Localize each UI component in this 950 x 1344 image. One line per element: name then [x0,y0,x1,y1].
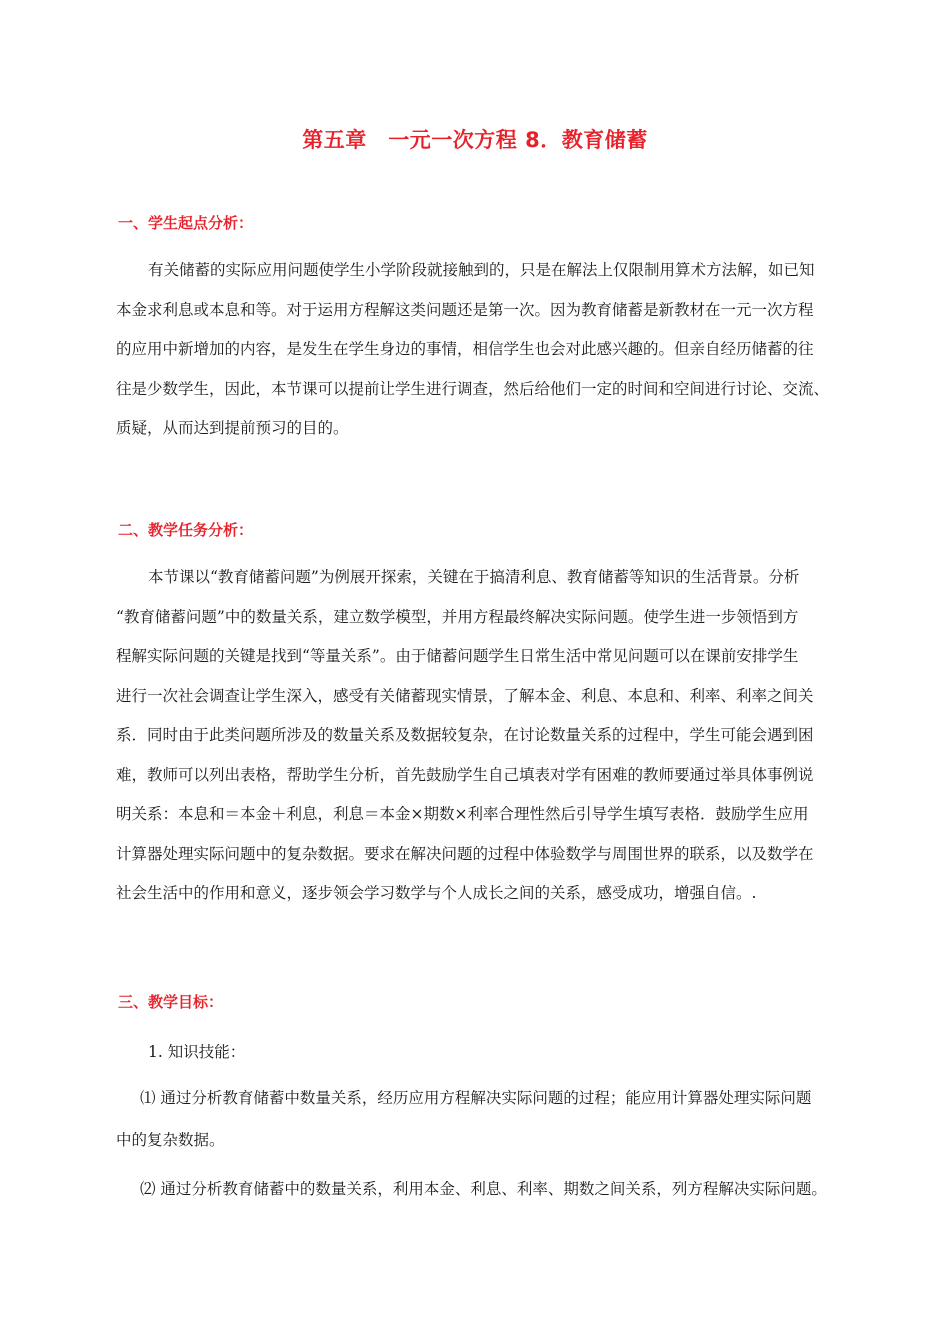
section-body-task-analysis [116,558,881,914]
section-heading-teaching-goals: 三、教学目标： [118,993,224,1011]
paragraph-line: 难，教师可以列出表格，帮助学生分析，首先鼓励学生自己填表对学有困难的教师要通过举具体事例说 [116,765,814,784]
section-heading-task-analysis: 二、教学任务分析： [118,521,254,539]
goal-item-2-line-1: ⑵ 通过分析教育储蓄中的数量关系，利用本金、利息、利率、期数之间关系，列方程解决实际问题。 [140,1180,827,1198]
subheading-knowledge-skills: 1. 知识技能： [148,1043,246,1061]
paragraph-line: 本金求利息或本息和等。对于运用方程解这类问题还是第一次。因为教育储蓄是新教材在一元一次方程 [116,300,814,319]
section-heading-student-analysis: 一、学生起点分析： [118,214,254,232]
paragraph-line: 往是少数学生，因此，本节课可以提前让学生进行调查，然后给他们一定的时间和空间进行讨论、交流、 [116,379,830,398]
paragraph-line: 社会生活中的作用和意义，逐步领会学习数学与个人成长之间的关系，感受成功，增强自信。. [116,884,757,902]
paragraph-line: 质疑，从而达到提前预习的目的。 [116,419,349,437]
document-title: 第五章 一元一次方程 8．教育储蓄 [302,128,648,152]
paragraph-line: 进行一次社会调查让学生深入，感受有关储蓄现实情景，了解本金、利息、本息和、利率、利率之间关 [116,686,814,705]
goal-item-1-line-2: 中的复杂数据。 [116,1131,225,1149]
paragraph-line: 本节课以“教育储蓄问题”为例展开探索，关键在于搞清利息、教育储蓄等知识的生活背景。分析 [148,568,800,586]
paragraph-line: 系．同时由于此类问题所涉及的数量关系及数据较复杂，在讨论数量关系的过程中，学生可能会遇到困 [116,726,814,744]
paragraph-line: “教育储蓄问题”中的数量关系，建立数学模型，并用方程最终解决实际问题。使学生进一步领悟到方 [116,607,799,626]
paragraph-line: 明关系：本息和＝本金＋利息，利息＝本金×期数×利率合理性然后引导学生填写表格．鼓励学生应用 [116,805,809,823]
paragraph-line: 有关储蓄的实际应用问题使学生小学阶段就接触到的，只是在解法上仅限制用算术方法解，如已知 [148,261,815,279]
paragraph-line: 的应用中新增加的内容，是发生在学生身边的事情，相信学生也会对此感兴趣的。但亲自经历储蓄的往 [116,340,814,358]
section-body-student-analysis [116,251,881,449]
paragraph-line: 计算器处理实际问题中的复杂数据。要求在解决问题的过程中体验数学与周围世界的联系，以及数学在 [116,844,814,863]
goal-item-1-line-1: ⑴ 通过分析教育储蓄中数量关系，经历应用方程解决实际问题的过程；能应用计算器处理实际问题 [140,1089,812,1107]
paragraph-line: 程解实际问题的关键是找到“等量关系”。由于储蓄问题学生日常生活中常见问题可以在课前安排学生 [116,647,799,665]
